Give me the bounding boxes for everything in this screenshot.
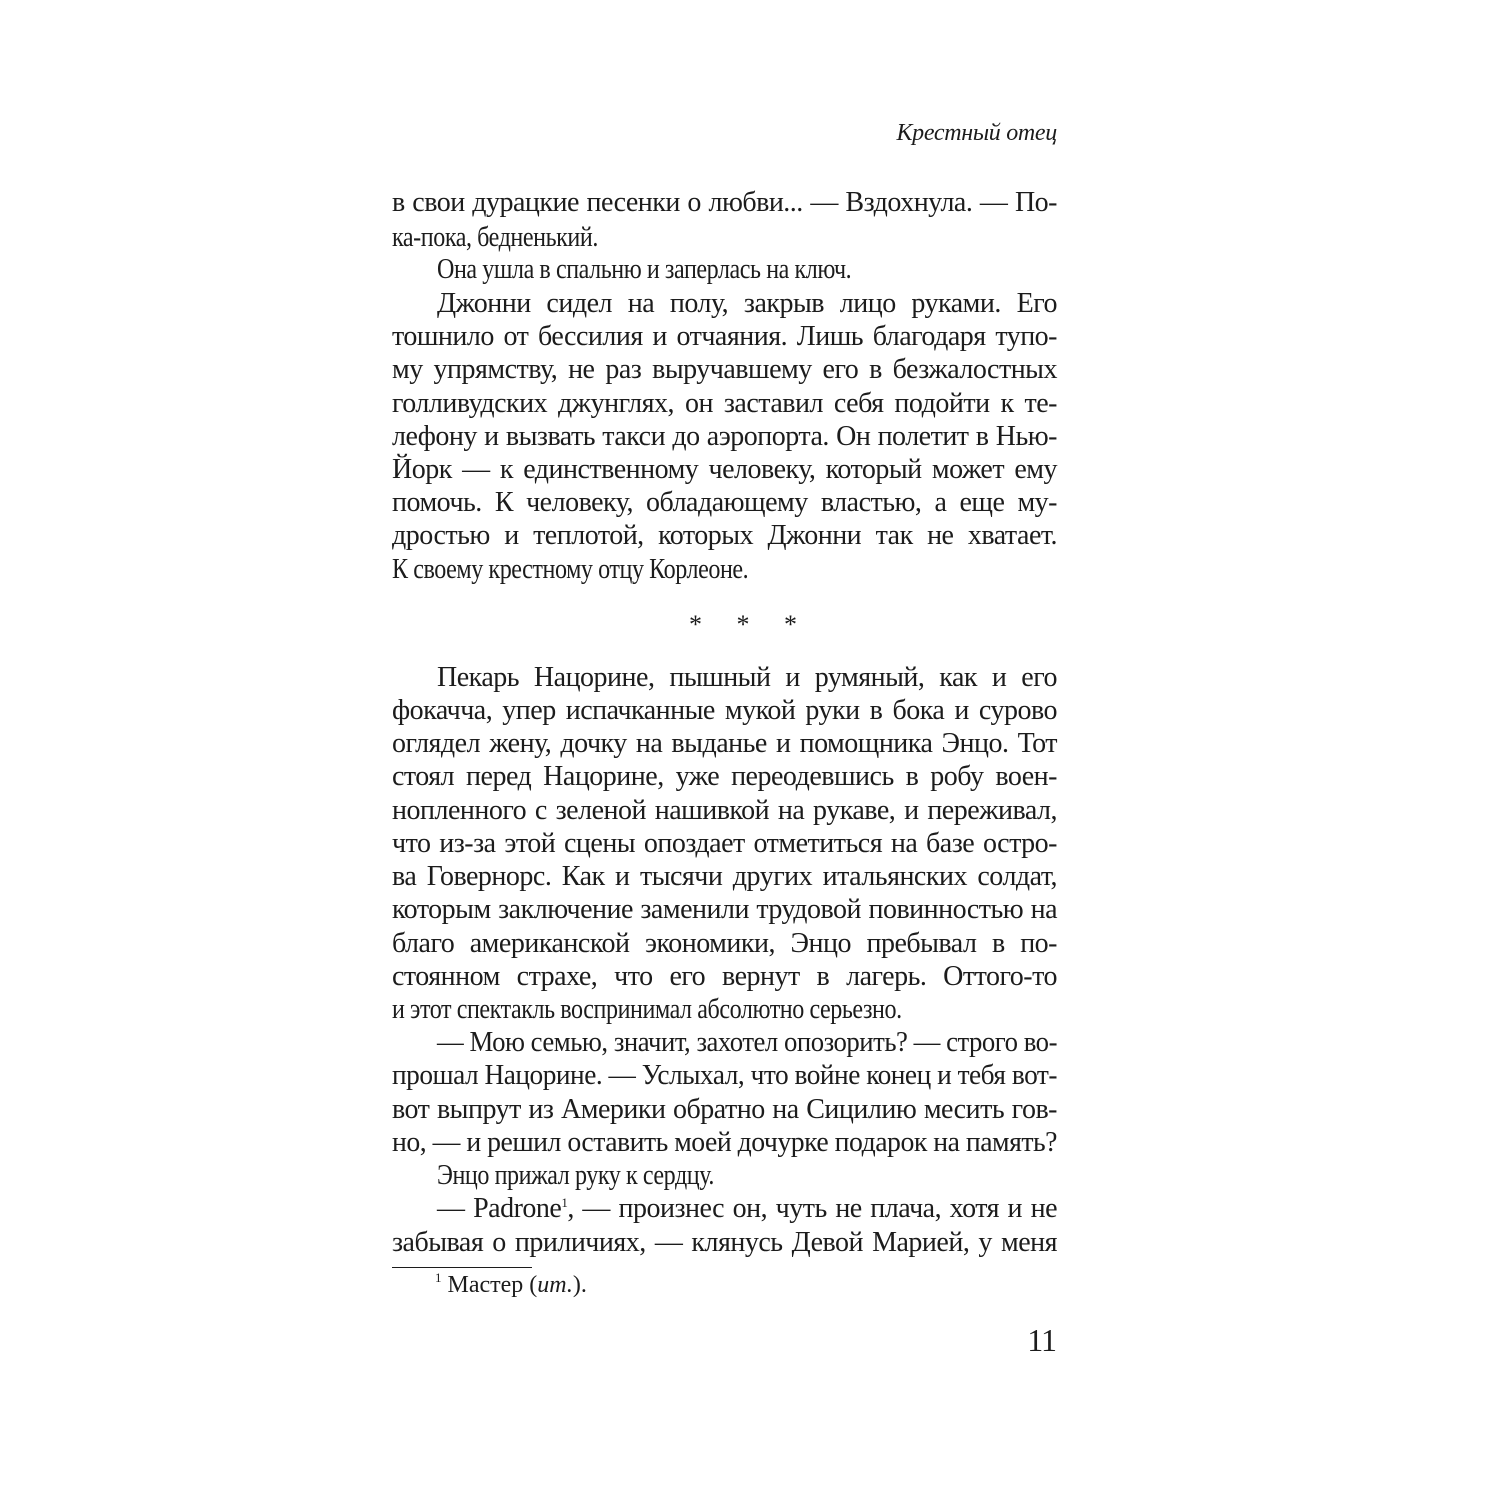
text-line: стоял перед Нацорине, уже переодевшись в робу воен-: [392, 761, 1057, 792]
text-line: дростью и теплотой, которых Джонни так не хватает.: [392, 520, 1057, 551]
text-line: благо американской экономики, Энцо пребывал в по-: [392, 928, 1057, 959]
text-line: помочь. К человеку, обладающему властью, а еще му-: [392, 487, 1057, 518]
footnote: [435, 1270, 587, 1300]
running-head: Крестный отец: [896, 120, 1057, 146]
text-line: прошал Нацорине. — Услыхал, что войне конец и тебя вот-: [392, 1060, 1057, 1091]
text-line: — Padrone$^1$, — произнес он, чуть не плача, хотя и не: [437, 1193, 1057, 1224]
text-line: фокачча, упер испачканные мукой руки в бока и сурово: [392, 695, 1057, 726]
text-line: лефону и вызвать такси до аэропорта. Он полетит в Нью-: [392, 421, 1057, 452]
text-line: забывая о приличиях, — клянусь Девой Марией, у меня: [392, 1227, 1057, 1258]
text-line: голливудских джунглях, он заставил себя подойти к те-: [392, 388, 1057, 419]
text-line: в свои дурацкие песенки о любви... — Вздохнула. — По-: [392, 187, 1057, 218]
text-line: но, — и решил оставить моей дочурке подарок на память?: [392, 1127, 1057, 1158]
footnote-ref[interactable]: 1: [561, 1195, 568, 1210]
text-line: Она ушла в спальню и заперлась на ключ.: [437, 254, 852, 285]
text-line: ка-пока, бедненький.: [392, 222, 598, 253]
text-line: стоянном страхе, что его вернут в лагерь. Оттого-то: [392, 961, 1057, 992]
text-line: что из-за этой сцены опоздает отметиться на базе остро-: [392, 828, 1057, 859]
text-line: Джонни сидел на полу, закрыв лицо руками. Его: [437, 288, 1057, 319]
text-line: Энцо прижал руку к сердцу.: [437, 1160, 715, 1191]
text-line: ва Говернорс. Как и тысячи других итальянских солдат,: [392, 861, 1057, 892]
text-line: му упрямству, не раз выручавшему его в безжалостных: [392, 354, 1057, 385]
text-line: Пекарь Нацорине, пышный и румяный, как и его: [437, 662, 1057, 693]
text-line: вот выпрут из Америки обратно на Сицилию месить гов-: [392, 1094, 1057, 1125]
text-line: Йорк — к единственному человеку, который может ему: [392, 454, 1057, 485]
footnote-italic: ит.: [537, 1272, 573, 1298]
footnote-marker: 1: [435, 1270, 442, 1285]
footnote-rule: [392, 1267, 532, 1268]
section-break: * * *: [689, 610, 811, 639]
footnote-text: Мастер (: [447, 1272, 538, 1298]
footnote-tail: ).: [572, 1272, 587, 1298]
text-line: нопленного с зеленой нашивкой на рукаве, и переживал,: [392, 795, 1057, 826]
text-line: — Мою семью, значит, захотел опозорить? — строго во-: [437, 1027, 1057, 1058]
text-line: и этот спектакль воспринимал абсолютно серьезно.: [392, 994, 902, 1025]
text-line: тошнило от бессилия и отчаяния. Лишь благодаря тупо-: [392, 321, 1057, 352]
page-number: 11: [1027, 1322, 1056, 1358]
text-line: оглядел жену, дочку на выданье и помощника Энцо. Тот: [392, 728, 1057, 759]
text-line: которым заключение заменили трудовой повинностью на: [392, 894, 1057, 925]
text-line: К своему крестному отцу Корлеоне.: [392, 554, 749, 585]
